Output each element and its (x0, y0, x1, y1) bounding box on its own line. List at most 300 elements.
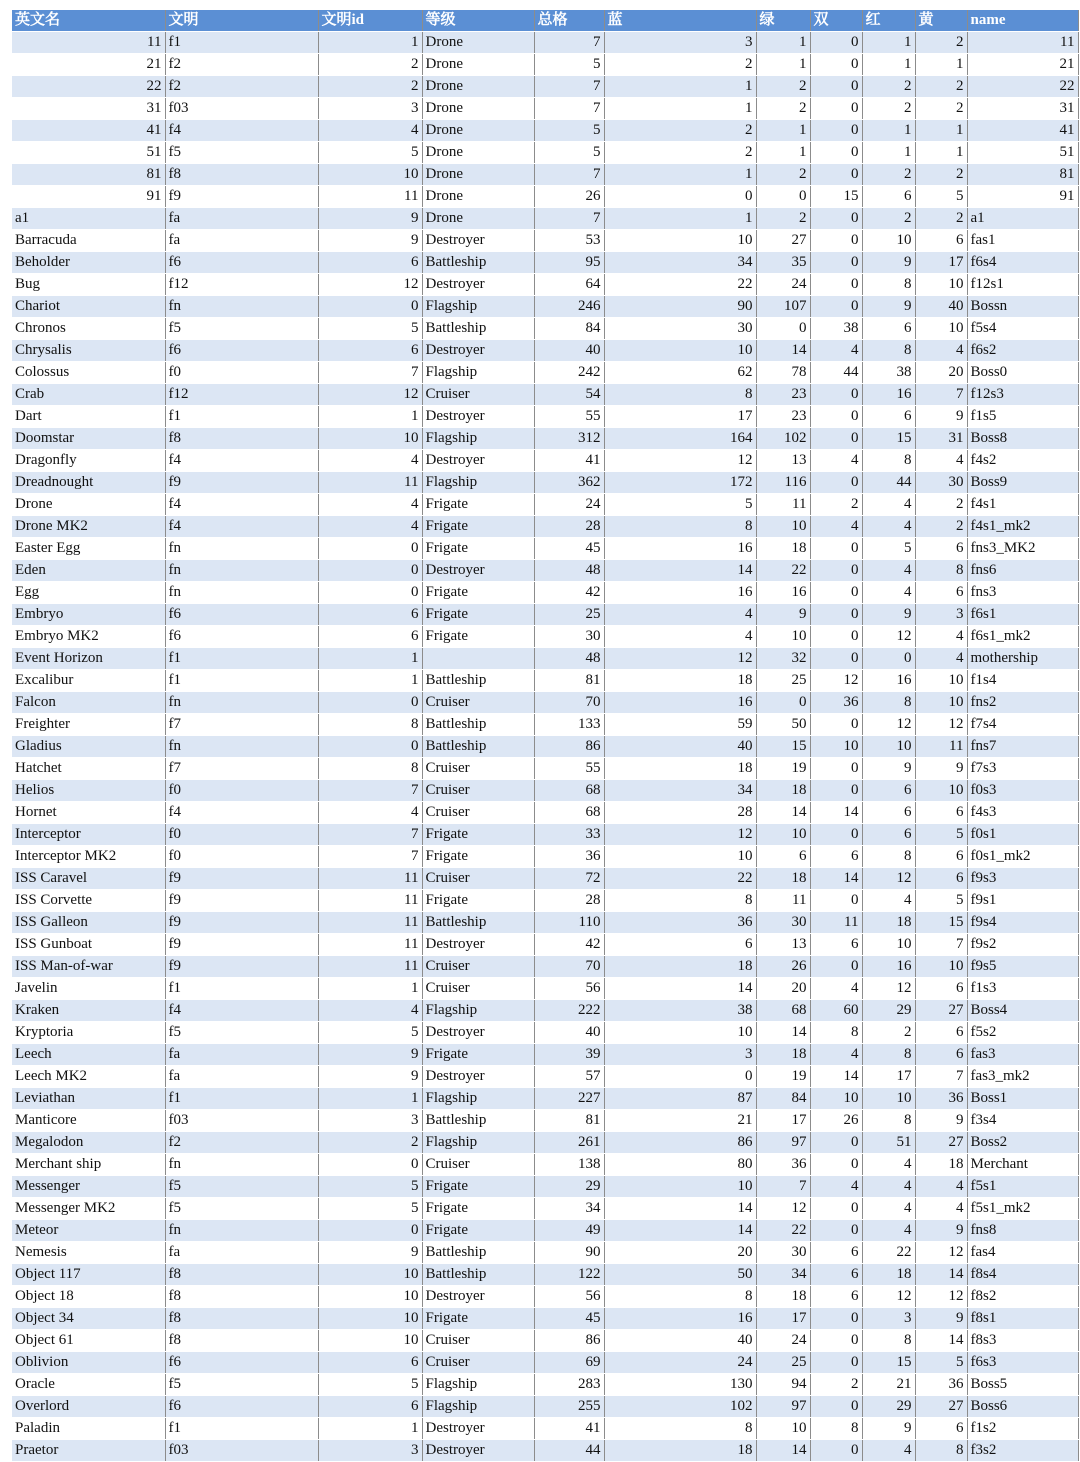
cell-english-name[interactable]: ISS Corvette (12, 890, 165, 912)
cell-english-name[interactable]: Oblivion (12, 1352, 165, 1374)
cell-name[interactable]: f12s3 (967, 384, 1078, 406)
cell-blue[interactable]: 1 (604, 208, 756, 230)
cell-level[interactable]: Destroyer (422, 934, 534, 956)
cell-civilization[interactable]: f1 (165, 648, 318, 670)
cell-english-name[interactable]: Kryptoria (12, 1022, 165, 1044)
cell-yellow[interactable]: 4 (915, 1176, 967, 1198)
cell-civilization-id[interactable]: 0 (318, 582, 422, 604)
cell-green[interactable]: 1 (756, 120, 810, 142)
cell-red[interactable]: 29 (862, 1396, 915, 1418)
cell-yellow[interactable]: 1 (915, 54, 967, 76)
cell-double[interactable]: 0 (810, 32, 862, 54)
cell-civilization[interactable]: fn (165, 1154, 318, 1176)
cell-civilization-id[interactable]: 2 (318, 1132, 422, 1154)
cell-level[interactable]: Frigate (422, 604, 534, 626)
cell-yellow[interactable]: 6 (915, 1044, 967, 1066)
cell-english-name[interactable]: Interceptor (12, 824, 165, 846)
cell-civilization[interactable]: fn (165, 582, 318, 604)
cell-total-slots[interactable]: 7 (534, 98, 604, 120)
cell-name[interactable]: 91 (967, 186, 1078, 208)
cell-level[interactable]: Flagship (422, 1000, 534, 1022)
cell-yellow[interactable]: 4 (915, 450, 967, 472)
cell-double[interactable]: 14 (810, 1066, 862, 1088)
cell-civilization-id[interactable]: 5 (318, 142, 422, 164)
cell-red[interactable]: 17 (862, 1066, 915, 1088)
cell-english-name[interactable]: Event Horizon (12, 648, 165, 670)
cell-total-slots[interactable]: 40 (534, 340, 604, 362)
cell-double[interactable]: 0 (810, 296, 862, 318)
cell-blue[interactable]: 18 (604, 1440, 756, 1462)
cell-double[interactable]: 6 (810, 846, 862, 868)
cell-blue[interactable]: 38 (604, 1000, 756, 1022)
cell-total-slots[interactable]: 255 (534, 1396, 604, 1418)
cell-english-name[interactable]: Bug (12, 274, 165, 296)
cell-civilization-id[interactable]: 5 (318, 1176, 422, 1198)
cell-blue[interactable]: 1 (604, 164, 756, 186)
cell-civilization[interactable]: f0 (165, 362, 318, 384)
cell-green[interactable]: 25 (756, 1352, 810, 1374)
cell-english-name[interactable]: Leech (12, 1044, 165, 1066)
cell-civilization[interactable]: f0 (165, 824, 318, 846)
cell-green[interactable]: 10 (756, 516, 810, 538)
cell-level[interactable]: Cruiser (422, 780, 534, 802)
cell-english-name[interactable]: Messenger MK2 (12, 1198, 165, 1220)
cell-total-slots[interactable]: 72 (534, 868, 604, 890)
cell-total-slots[interactable]: 33 (534, 824, 604, 846)
cell-yellow[interactable]: 2 (915, 516, 967, 538)
cell-total-slots[interactable]: 69 (534, 1352, 604, 1374)
cell-total-slots[interactable]: 7 (534, 32, 604, 54)
cell-blue[interactable]: 22 (604, 868, 756, 890)
cell-green[interactable]: 25 (756, 670, 810, 692)
cell-blue[interactable]: 21 (604, 1110, 756, 1132)
cell-civilization-id[interactable]: 2 (318, 76, 422, 98)
cell-level[interactable]: Battleship (422, 1264, 534, 1286)
cell-double[interactable]: 0 (810, 428, 862, 450)
cell-level[interactable]: Destroyer (422, 450, 534, 472)
cell-yellow[interactable]: 9 (915, 406, 967, 428)
cell-double[interactable]: 0 (810, 98, 862, 120)
cell-civilization[interactable]: f4 (165, 802, 318, 824)
cell-red[interactable]: 4 (862, 582, 915, 604)
cell-yellow[interactable]: 10 (915, 692, 967, 714)
cell-civilization[interactable]: fn (165, 560, 318, 582)
cell-name[interactable]: 11 (967, 32, 1078, 54)
cell-green[interactable]: 30 (756, 1242, 810, 1264)
cell-blue[interactable]: 10 (604, 340, 756, 362)
cell-blue[interactable]: 14 (604, 1220, 756, 1242)
cell-double[interactable]: 0 (810, 1154, 862, 1176)
cell-level[interactable]: Battleship (422, 736, 534, 758)
cell-level[interactable]: Frigate (422, 1220, 534, 1242)
cell-civilization[interactable]: f12 (165, 384, 318, 406)
cell-green[interactable]: 84 (756, 1088, 810, 1110)
cell-civilization[interactable]: f9 (165, 890, 318, 912)
cell-red[interactable]: 10 (862, 736, 915, 758)
cell-yellow[interactable]: 17 (915, 252, 967, 274)
cell-yellow[interactable]: 4 (915, 1198, 967, 1220)
cell-green[interactable]: 17 (756, 1308, 810, 1330)
cell-english-name[interactable]: Hornet (12, 802, 165, 824)
cell-red[interactable]: 0 (862, 648, 915, 670)
cell-double[interactable]: 38 (810, 318, 862, 340)
cell-english-name[interactable]: 81 (12, 164, 165, 186)
cell-red[interactable]: 8 (862, 340, 915, 362)
cell-green[interactable]: 14 (756, 1440, 810, 1462)
cell-blue[interactable]: 2 (604, 142, 756, 164)
cell-yellow[interactable]: 9 (915, 1308, 967, 1330)
cell-civilization[interactable]: f03 (165, 1110, 318, 1132)
cell-red[interactable]: 1 (862, 32, 915, 54)
cell-civilization-id[interactable]: 9 (318, 1242, 422, 1264)
cell-double[interactable]: 8 (810, 1022, 862, 1044)
header-total-slots[interactable]: 总格 (534, 10, 604, 32)
cell-blue[interactable]: 1 (604, 98, 756, 120)
cell-total-slots[interactable]: 122 (534, 1264, 604, 1286)
cell-double[interactable]: 0 (810, 1440, 862, 1462)
cell-double[interactable]: 10 (810, 1088, 862, 1110)
cell-red[interactable]: 18 (862, 912, 915, 934)
cell-name[interactable]: Merchant (967, 1154, 1078, 1176)
cell-civilization-id[interactable]: 8 (318, 758, 422, 780)
header-red[interactable]: 红 (862, 10, 915, 32)
cell-english-name[interactable]: 31 (12, 98, 165, 120)
cell-civilization[interactable]: fn (165, 538, 318, 560)
cell-double[interactable]: 6 (810, 1264, 862, 1286)
cell-double[interactable]: 15 (810, 186, 862, 208)
cell-yellow[interactable]: 9 (915, 758, 967, 780)
cell-green[interactable]: 11 (756, 890, 810, 912)
cell-blue[interactable]: 8 (604, 1286, 756, 1308)
cell-level[interactable]: Drone (422, 120, 534, 142)
cell-green[interactable]: 12 (756, 1198, 810, 1220)
cell-civilization-id[interactable]: 7 (318, 824, 422, 846)
cell-total-slots[interactable]: 7 (534, 164, 604, 186)
cell-blue[interactable]: 16 (604, 538, 756, 560)
cell-total-slots[interactable]: 86 (534, 1330, 604, 1352)
cell-english-name[interactable]: 21 (12, 54, 165, 76)
cell-total-slots[interactable]: 55 (534, 406, 604, 428)
cell-english-name[interactable]: Overlord (12, 1396, 165, 1418)
cell-double[interactable]: 0 (810, 1352, 862, 1374)
cell-yellow[interactable]: 7 (915, 384, 967, 406)
cell-total-slots[interactable]: 36 (534, 846, 604, 868)
cell-civilization-id[interactable]: 0 (318, 296, 422, 318)
cell-double[interactable]: 8 (810, 1418, 862, 1440)
cell-civilization[interactable]: f7 (165, 758, 318, 780)
cell-total-slots[interactable]: 28 (534, 516, 604, 538)
cell-level[interactable]: Frigate (422, 846, 534, 868)
cell-civilization[interactable]: f03 (165, 98, 318, 120)
cell-level[interactable]: Flagship (422, 1088, 534, 1110)
cell-red[interactable]: 8 (862, 846, 915, 868)
cell-level[interactable]: Drone (422, 142, 534, 164)
cell-red[interactable]: 4 (862, 1440, 915, 1462)
cell-green[interactable]: 78 (756, 362, 810, 384)
cell-level[interactable]: Destroyer (422, 1418, 534, 1440)
cell-blue[interactable]: 18 (604, 956, 756, 978)
cell-civilization-id[interactable]: 6 (318, 1352, 422, 1374)
cell-blue[interactable]: 8 (604, 890, 756, 912)
cell-green[interactable]: 68 (756, 1000, 810, 1022)
cell-total-slots[interactable]: 68 (534, 802, 604, 824)
cell-name[interactable]: Boss9 (967, 472, 1078, 494)
cell-civilization[interactable]: f5 (165, 142, 318, 164)
cell-name[interactable]: fns6 (967, 560, 1078, 582)
cell-total-slots[interactable]: 81 (534, 670, 604, 692)
cell-civilization-id[interactable]: 5 (318, 1198, 422, 1220)
cell-blue[interactable]: 30 (604, 318, 756, 340)
cell-red[interactable]: 4 (862, 1198, 915, 1220)
cell-blue[interactable]: 16 (604, 582, 756, 604)
cell-yellow[interactable]: 6 (915, 978, 967, 1000)
cell-yellow[interactable]: 5 (915, 890, 967, 912)
cell-english-name[interactable]: Paladin (12, 1418, 165, 1440)
cell-name[interactable]: f5s1_mk2 (967, 1198, 1078, 1220)
cell-level[interactable]: Frigate (422, 626, 534, 648)
cell-total-slots[interactable]: 86 (534, 736, 604, 758)
cell-civilization[interactable]: f9 (165, 472, 318, 494)
cell-civilization[interactable]: f9 (165, 186, 318, 208)
cell-civilization-id[interactable]: 9 (318, 208, 422, 230)
cell-yellow[interactable]: 4 (915, 648, 967, 670)
cell-green[interactable]: 22 (756, 1220, 810, 1242)
cell-red[interactable]: 38 (862, 362, 915, 384)
cell-red[interactable]: 44 (862, 472, 915, 494)
cell-total-slots[interactable]: 30 (534, 626, 604, 648)
cell-civilization[interactable]: fa (165, 230, 318, 252)
cell-name[interactable]: f6s1 (967, 604, 1078, 626)
cell-total-slots[interactable]: 283 (534, 1374, 604, 1396)
cell-green[interactable]: 18 (756, 538, 810, 560)
cell-blue[interactable]: 14 (604, 560, 756, 582)
cell-civilization-id[interactable]: 1 (318, 670, 422, 692)
cell-civilization[interactable]: f6 (165, 1352, 318, 1374)
cell-blue[interactable]: 24 (604, 1352, 756, 1374)
cell-english-name[interactable]: Messenger (12, 1176, 165, 1198)
cell-level[interactable]: Frigate (422, 1198, 534, 1220)
cell-english-name[interactable]: Leviathan (12, 1088, 165, 1110)
cell-yellow[interactable]: 14 (915, 1330, 967, 1352)
cell-double[interactable]: 44 (810, 362, 862, 384)
cell-green[interactable]: 107 (756, 296, 810, 318)
cell-civilization-id[interactable]: 0 (318, 1154, 422, 1176)
header-yellow[interactable]: 黄 (915, 10, 967, 32)
cell-green[interactable]: 97 (756, 1132, 810, 1154)
cell-blue[interactable]: 8 (604, 516, 756, 538)
cell-total-slots[interactable]: 29 (534, 1176, 604, 1198)
cell-name[interactable]: fas3_mk2 (967, 1066, 1078, 1088)
cell-english-name[interactable]: Dragonfly (12, 450, 165, 472)
cell-civilization-id[interactable]: 1 (318, 32, 422, 54)
cell-yellow[interactable]: 7 (915, 1066, 967, 1088)
cell-civilization[interactable]: f1 (165, 406, 318, 428)
cell-double[interactable]: 4 (810, 978, 862, 1000)
cell-english-name[interactable]: Chronos (12, 318, 165, 340)
cell-green[interactable]: 0 (756, 692, 810, 714)
header-civilization-id[interactable]: 文明id (318, 10, 422, 32)
cell-name[interactable]: fas3 (967, 1044, 1078, 1066)
cell-red[interactable]: 12 (862, 868, 915, 890)
cell-red[interactable]: 29 (862, 1000, 915, 1022)
cell-english-name[interactable]: Excalibur (12, 670, 165, 692)
cell-civilization-id[interactable]: 3 (318, 98, 422, 120)
cell-yellow[interactable]: 2 (915, 32, 967, 54)
cell-civilization-id[interactable]: 10 (318, 164, 422, 186)
cell-yellow[interactable]: 8 (915, 560, 967, 582)
cell-level[interactable]: Destroyer (422, 1066, 534, 1088)
cell-yellow[interactable]: 6 (915, 582, 967, 604)
cell-civilization[interactable]: f8 (165, 164, 318, 186)
cell-civilization[interactable]: f5 (165, 1022, 318, 1044)
cell-red[interactable]: 4 (862, 560, 915, 582)
cell-double[interactable]: 0 (810, 890, 862, 912)
cell-total-slots[interactable]: 110 (534, 912, 604, 934)
cell-red[interactable]: 1 (862, 142, 915, 164)
cell-green[interactable]: 1 (756, 32, 810, 54)
cell-english-name[interactable]: ISS Galleon (12, 912, 165, 934)
cell-green[interactable]: 10 (756, 626, 810, 648)
cell-blue[interactable]: 22 (604, 274, 756, 296)
cell-total-slots[interactable]: 24 (534, 494, 604, 516)
cell-civilization[interactable]: f1 (165, 1088, 318, 1110)
cell-red[interactable]: 12 (862, 978, 915, 1000)
cell-civilization[interactable]: f2 (165, 54, 318, 76)
cell-english-name[interactable]: Dreadnought (12, 472, 165, 494)
cell-total-slots[interactable]: 40 (534, 1022, 604, 1044)
cell-blue[interactable]: 28 (604, 802, 756, 824)
cell-civilization[interactable]: fn (165, 692, 318, 714)
cell-name[interactable]: f8s3 (967, 1330, 1078, 1352)
cell-blue[interactable]: 5 (604, 494, 756, 516)
cell-green[interactable]: 13 (756, 934, 810, 956)
cell-double[interactable]: 0 (810, 142, 862, 164)
cell-yellow[interactable]: 6 (915, 802, 967, 824)
cell-civilization-id[interactable]: 4 (318, 802, 422, 824)
cell-english-name[interactable]: Leech MK2 (12, 1066, 165, 1088)
cell-level[interactable]: Cruiser (422, 1154, 534, 1176)
cell-civilization[interactable]: f8 (165, 1308, 318, 1330)
cell-english-name[interactable]: ISS Gunboat (12, 934, 165, 956)
cell-double[interactable]: 0 (810, 472, 862, 494)
cell-civilization-id[interactable]: 0 (318, 538, 422, 560)
cell-red[interactable]: 2 (862, 1022, 915, 1044)
cell-name[interactable]: Boss5 (967, 1374, 1078, 1396)
cell-level[interactable]: Frigate (422, 1176, 534, 1198)
cell-total-slots[interactable]: 57 (534, 1066, 604, 1088)
cell-name[interactable]: f8s2 (967, 1286, 1078, 1308)
cell-green[interactable]: 15 (756, 736, 810, 758)
cell-blue[interactable]: 10 (604, 1022, 756, 1044)
cell-double[interactable]: 0 (810, 714, 862, 736)
cell-red[interactable]: 12 (862, 1286, 915, 1308)
cell-name[interactable]: fns3_MK2 (967, 538, 1078, 560)
cell-total-slots[interactable]: 138 (534, 1154, 604, 1176)
cell-double[interactable]: 0 (810, 1330, 862, 1352)
cell-civilization[interactable]: fn (165, 736, 318, 758)
cell-double[interactable]: 0 (810, 758, 862, 780)
cell-total-slots[interactable]: 90 (534, 1242, 604, 1264)
cell-civilization[interactable]: f8 (165, 1286, 318, 1308)
cell-civilization[interactable]: f4 (165, 1000, 318, 1022)
cell-civilization-id[interactable]: 1 (318, 978, 422, 1000)
cell-level[interactable]: Drone (422, 54, 534, 76)
cell-total-slots[interactable]: 41 (534, 1418, 604, 1440)
cell-name[interactable]: f6s1_mk2 (967, 626, 1078, 648)
cell-level[interactable]: Flagship (422, 1374, 534, 1396)
cell-civilization[interactable]: f4 (165, 120, 318, 142)
cell-total-slots[interactable]: 70 (534, 956, 604, 978)
cell-red[interactable]: 16 (862, 670, 915, 692)
cell-civilization[interactable]: f5 (165, 1176, 318, 1198)
cell-double[interactable]: 0 (810, 626, 862, 648)
cell-english-name[interactable]: Drone (12, 494, 165, 516)
cell-civilization-id[interactable]: 12 (318, 274, 422, 296)
cell-red[interactable]: 9 (862, 296, 915, 318)
cell-red[interactable]: 9 (862, 252, 915, 274)
cell-civilization-id[interactable]: 10 (318, 1330, 422, 1352)
cell-english-name[interactable]: Beholder (12, 252, 165, 274)
cell-level[interactable]: Drone (422, 98, 534, 120)
cell-english-name[interactable]: Helios (12, 780, 165, 802)
cell-blue[interactable]: 0 (604, 1066, 756, 1088)
cell-double[interactable]: 14 (810, 802, 862, 824)
cell-total-slots[interactable]: 5 (534, 54, 604, 76)
cell-english-name[interactable]: Object 61 (12, 1330, 165, 1352)
cell-green[interactable]: 16 (756, 582, 810, 604)
cell-green[interactable]: 18 (756, 1044, 810, 1066)
cell-blue[interactable]: 12 (604, 824, 756, 846)
cell-green[interactable]: 19 (756, 758, 810, 780)
cell-red[interactable]: 2 (862, 76, 915, 98)
cell-civilization-id[interactable]: 0 (318, 1220, 422, 1242)
cell-civilization[interactable]: f9 (165, 912, 318, 934)
cell-red[interactable]: 6 (862, 318, 915, 340)
cell-total-slots[interactable]: 42 (534, 582, 604, 604)
cell-level[interactable]: Destroyer (422, 1286, 534, 1308)
cell-green[interactable]: 35 (756, 252, 810, 274)
cell-double[interactable]: 0 (810, 384, 862, 406)
cell-double[interactable]: 6 (810, 1286, 862, 1308)
cell-yellow[interactable]: 31 (915, 428, 967, 450)
cell-name[interactable]: 41 (967, 120, 1078, 142)
cell-blue[interactable]: 18 (604, 758, 756, 780)
cell-english-name[interactable]: Object 18 (12, 1286, 165, 1308)
cell-level[interactable]: Frigate (422, 582, 534, 604)
cell-name[interactable]: Boss0 (967, 362, 1078, 384)
cell-english-name[interactable]: Object 34 (12, 1308, 165, 1330)
cell-blue[interactable]: 20 (604, 1242, 756, 1264)
cell-total-slots[interactable]: 7 (534, 76, 604, 98)
cell-yellow[interactable]: 2 (915, 164, 967, 186)
cell-english-name[interactable]: Falcon (12, 692, 165, 714)
cell-name[interactable]: f6s2 (967, 340, 1078, 362)
cell-green[interactable]: 0 (756, 186, 810, 208)
cell-level[interactable]: Frigate (422, 890, 534, 912)
cell-english-name[interactable]: Interceptor MK2 (12, 846, 165, 868)
cell-civilization-id[interactable]: 11 (318, 186, 422, 208)
cell-civilization[interactable]: f2 (165, 76, 318, 98)
cell-yellow[interactable]: 36 (915, 1374, 967, 1396)
cell-name[interactable]: a1 (967, 208, 1078, 230)
cell-name[interactable]: f0s1_mk2 (967, 846, 1078, 868)
header-name[interactable]: name (967, 10, 1078, 32)
cell-green[interactable]: 0 (756, 318, 810, 340)
cell-total-slots[interactable]: 25 (534, 604, 604, 626)
cell-green[interactable]: 36 (756, 1154, 810, 1176)
cell-green[interactable]: 27 (756, 230, 810, 252)
cell-double[interactable]: 0 (810, 252, 862, 274)
